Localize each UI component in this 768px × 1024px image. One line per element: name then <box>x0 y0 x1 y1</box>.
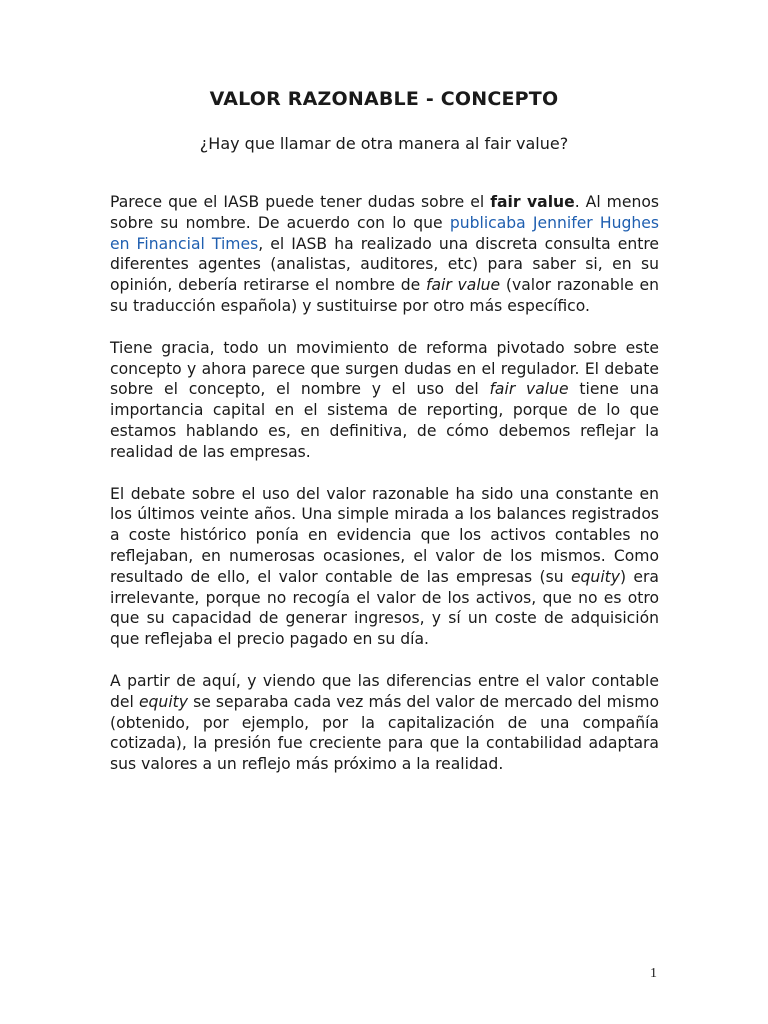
page-subtitle: ¿Hay que llamar de otra manera al fair value? <box>199 134 569 153</box>
paragraph-3 <box>110 484 659 650</box>
paragraph-1-text-a: Parece que el IASB puede tener dudas sobre el <box>110 193 491 211</box>
paragraph-1 <box>110 192 659 317</box>
paragraph-3-text-a: El debate sobre el uso del valor razonable ha sido una constante en los últimos veinte años. Una simple mirada a los balances registrados a coste histórico ponía en evidencia que los activos contables no reflejaban, en numerosas ocasiones, el valor de los mismos. Como resultado de ello, el valor contable de las empresas (su <box>110 484 659 586</box>
page-title: VALOR RAZONABLE - CONCEPTO <box>209 88 559 110</box>
paragraph-4-text-a: A partir de aquí, y viendo que las diferencias entre el valor contable del <box>110 671 659 711</box>
paragraph-2-text-b: tiene una importancia capital en el sistema de reporting, porque de lo que estamos hablando es, en definitiva, de cómo debemos reflejar la realidad de las empresas. <box>110 380 659 461</box>
fair-value-italic-term: fair value <box>425 276 501 295</box>
paragraph-2 <box>110 338 659 463</box>
paragraph-2-text-a: Tiene gracia, todo un movimiento de reforma pivotado sobre este concepto y ahora parece que surgen dudas en el regulador. El debate sobre el concepto, el nombre y el uso del <box>110 338 659 399</box>
paragraph-3-text-b: ) era irrelevante, porque no recogía el valor de los activos, que no es otro que su capacidad de generar ingresos, y sí un coste de adquisición que reflejaba el precio pagado en su día. <box>110 567 659 649</box>
paragraph-1-text-b: . Al menos sobre su nombre. De acuerdo con lo que <box>110 193 660 232</box>
paragraph-1-text-c: , el IASB ha realizado una discreta consulta entre diferentes agentes (analistas, auditores, etc) para saber si, en su opinión, debería retirarse el nombre de <box>110 234 659 295</box>
paragraph-4-text-b: se separaba cada vez más del valor de mercado del mismo (obtenido, por ejemplo, por la capitalización de una compañía cotizada), la presión fue creciente para que la contabilidad adaptara sus valores a un reflejo más próximo a la realidad. <box>110 692 659 774</box>
page-number: 1 <box>650 966 657 981</box>
paragraph-1-text-d: (valor razonable en su traducción española) y sustituirse por otro más específico. <box>110 276 659 315</box>
equity-italic-term: equity <box>138 692 188 711</box>
fair-value-bold-term: fair value <box>490 193 575 211</box>
fair-value-italic-term: fair value <box>489 380 569 399</box>
paragraph-4 <box>110 671 659 775</box>
article-body <box>110 192 659 796</box>
equity-italic-term: equity <box>570 567 620 586</box>
financial-times-link[interactable]: publicaba Jennifer Hughes en Financial Times <box>110 213 659 253</box>
